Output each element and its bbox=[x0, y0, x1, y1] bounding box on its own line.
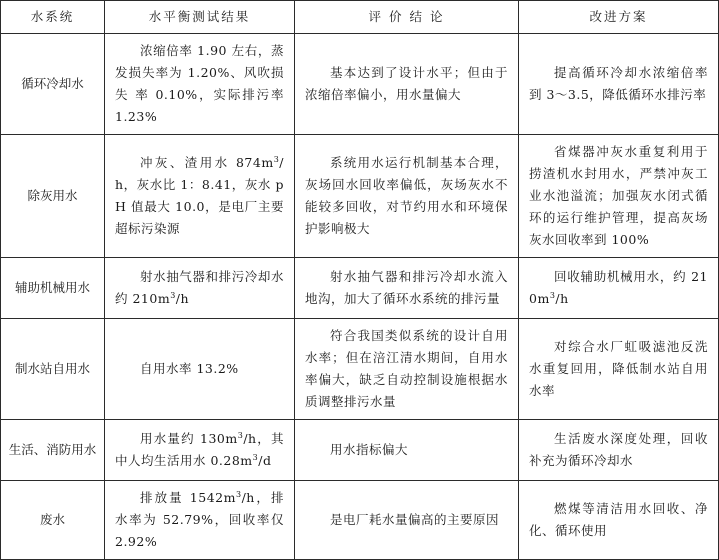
test-result: 冲灰、渣用水 $874m^3/h$，灰水比 1：8.41，灰水 pH 值最大 10.0，是电厂主要超标污染源 bbox=[105, 135, 295, 258]
table-row bbox=[1, 258, 719, 319]
test-result: 排放量 $1542m^3/h$，排水率为 52.79%，回收率仅 2.92% bbox=[105, 481, 295, 560]
test-result: 用水量约 $130m^3/h$，其中人均生活用水 $0.28m^3/d$ bbox=[105, 420, 295, 481]
header-system: 水系统 bbox=[1, 1, 105, 34]
table-row bbox=[1, 481, 719, 560]
system-name: 废水 bbox=[1, 481, 105, 560]
improvement: 生活废水深度处理，回收补充为循环冷却水 bbox=[519, 420, 719, 481]
evaluation: 系统用水运行机制基本合理，灰场回水回收率偏低，灰场灰水不能较多回收，对节约用水和环境保护影响极大 bbox=[295, 135, 519, 258]
test-result: 自用水率 13.2% bbox=[105, 319, 295, 420]
header-row bbox=[1, 1, 719, 34]
table-row bbox=[1, 135, 719, 258]
improvement: 对综合水厂虹吸滤池反洗水重复回用，降低制水站自用水率 bbox=[519, 319, 719, 420]
improvement: 省煤器冲灰水重复利用于捞渣机水封用水，严禁冲灰工业水池溢流；加强灰水闭式循环的运行维护管理，提高灰场灰水回收率到 100% bbox=[519, 135, 719, 258]
test-result: 射水抽气器和排污冷却水约 $210m^3/h$ bbox=[105, 258, 295, 319]
system-name: 辅助机械用水 bbox=[1, 258, 105, 319]
system-name: 除灰用水 bbox=[1, 135, 105, 258]
table-row bbox=[1, 319, 719, 420]
system-name: 循环冷却水 bbox=[1, 34, 105, 135]
evaluation: 是电厂耗水量偏高的主要原因 bbox=[295, 481, 519, 560]
improvement: 燃煤等清洁用水回收、净化、循环使用 bbox=[519, 481, 719, 560]
improvement: 回收辅助机械用水，约 $210m^3/h$ bbox=[519, 258, 719, 319]
test-result: 浓缩倍率 1.90 左右，蒸发损失率为 1.20%、风吹损失 率 0.10%，实际排污率 1.23% bbox=[105, 34, 295, 135]
evaluation: 基本达到了设计水平；但由于浓缩倍率偏小，用水量偏大 bbox=[295, 34, 519, 135]
improvement: 提高循环冷却水浓缩倍率到 3～3.5，降低循环水排污率 bbox=[519, 34, 719, 135]
system-name: 生活、消防用水 bbox=[1, 420, 105, 481]
header-result: 水平衡测试结果 bbox=[105, 1, 295, 34]
evaluation: 射水抽气器和排污冷却水流入地沟，加大了循环水系统的排污量 bbox=[295, 258, 519, 319]
header-improvement: 改进方案 bbox=[519, 1, 719, 34]
header-evaluation: 评 价 结 论 bbox=[295, 1, 519, 34]
system-name: 制水站自用水 bbox=[1, 319, 105, 420]
table-row bbox=[1, 420, 719, 481]
table-row bbox=[1, 34, 719, 135]
evaluation: 符合我国类似系统的设计自用水率；但在涪江清水期间，自用水率偏大，缺乏自动控制设施根据水质调整排污水量 bbox=[295, 319, 519, 420]
evaluation: 用水指标偏大 bbox=[295, 420, 519, 481]
